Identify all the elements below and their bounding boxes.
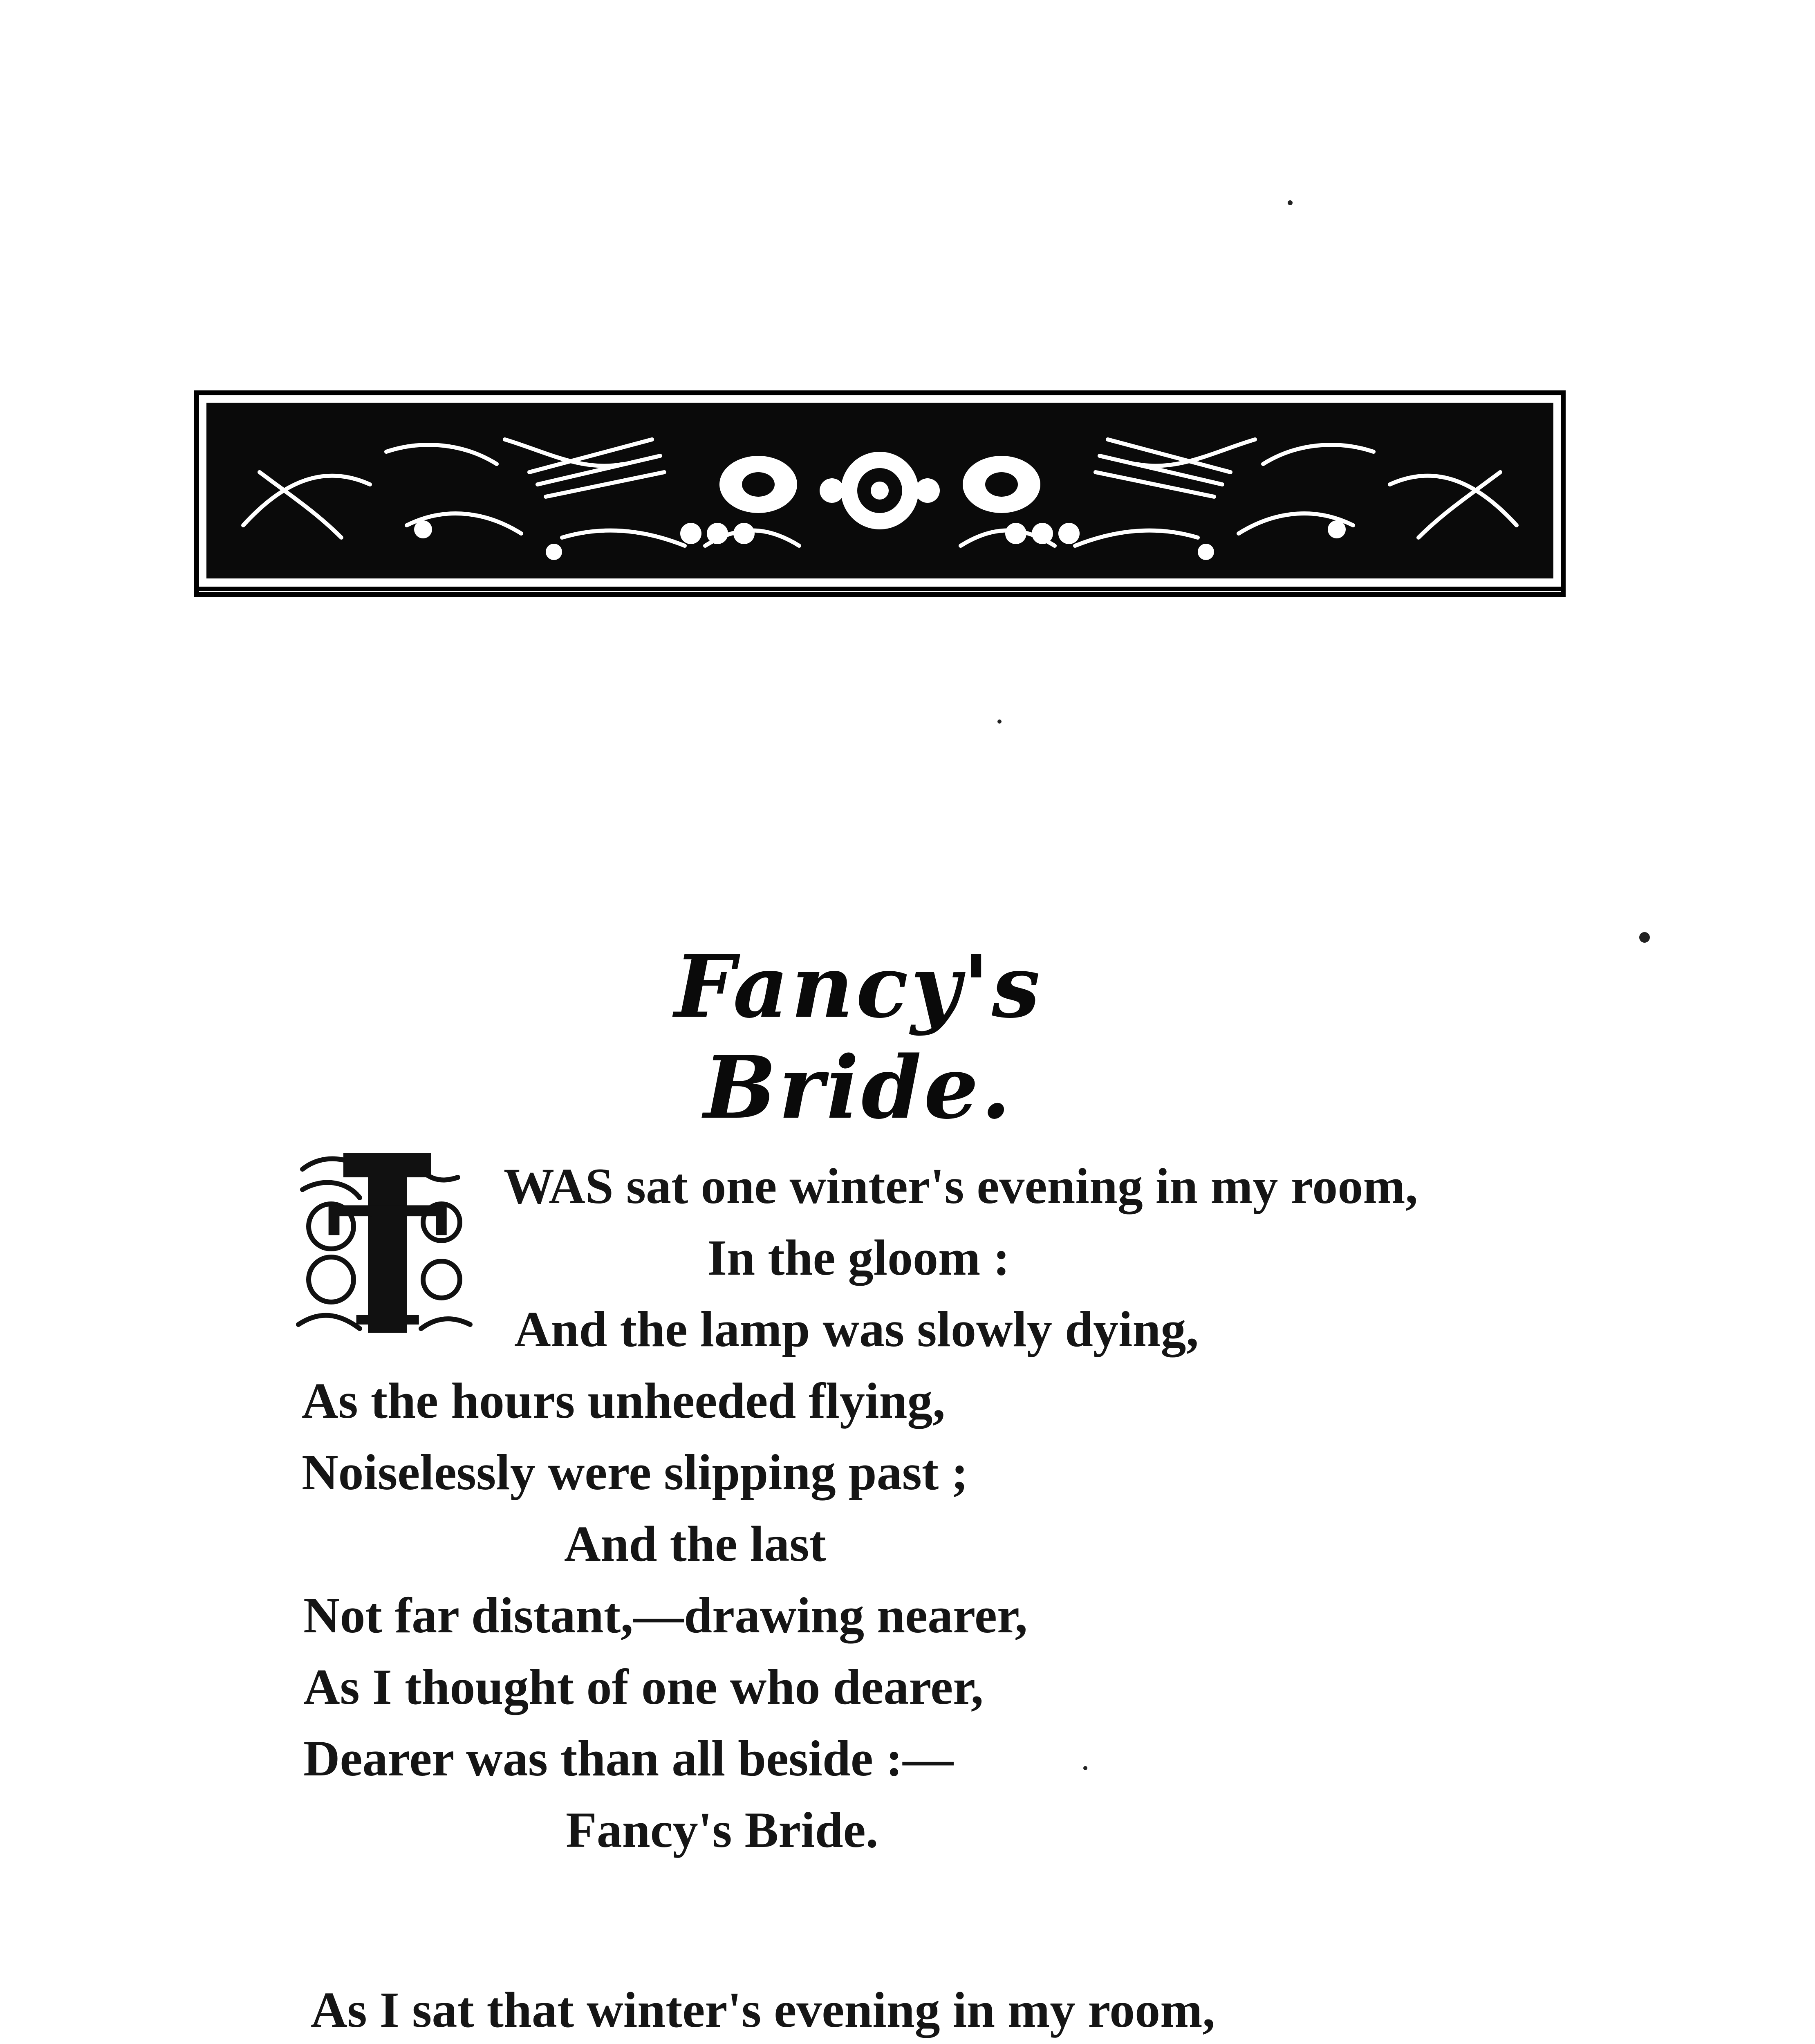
stanza-1-line-7: Not far distant,—drawing nearer, (303, 1587, 1028, 1643)
stanza-1-line-6: And the last (564, 1516, 826, 1572)
ink-speck (1288, 200, 1293, 205)
stanza-1-line-5: Noiselessly were slipping past ; (302, 1444, 968, 1500)
stanza-1-line-1: WAS sat one winter's evening in my room, (504, 1158, 1418, 1214)
ornamental-header-band (194, 390, 1566, 597)
poem-title: Fancy's Bride. (674, 936, 1043, 1138)
ink-speck (1639, 932, 1650, 943)
stanza-1-line-9: Dearer was than all beside :— (303, 1730, 954, 1786)
stanza-1-line-10: Fancy's Bride. (566, 1802, 878, 1858)
ink-speck (1083, 1766, 1087, 1770)
drop-cap-letter: T (327, 1171, 448, 1337)
ink-speck (997, 719, 1002, 724)
stanza-1-line-4: As the hours unheeded flying, (302, 1373, 946, 1429)
stanza-1-line-8: As I thought of one who dearer, (303, 1659, 984, 1715)
stanza-1-line-2: In the gloom : (707, 1230, 1010, 1286)
stanza-1-line-3: And the lamp was slowly dying, (514, 1301, 1199, 1357)
stanza-2-line-1: As I sat that winter's evening in my room, (311, 1982, 1215, 2038)
decorated-drop-cap (286, 1145, 478, 1337)
